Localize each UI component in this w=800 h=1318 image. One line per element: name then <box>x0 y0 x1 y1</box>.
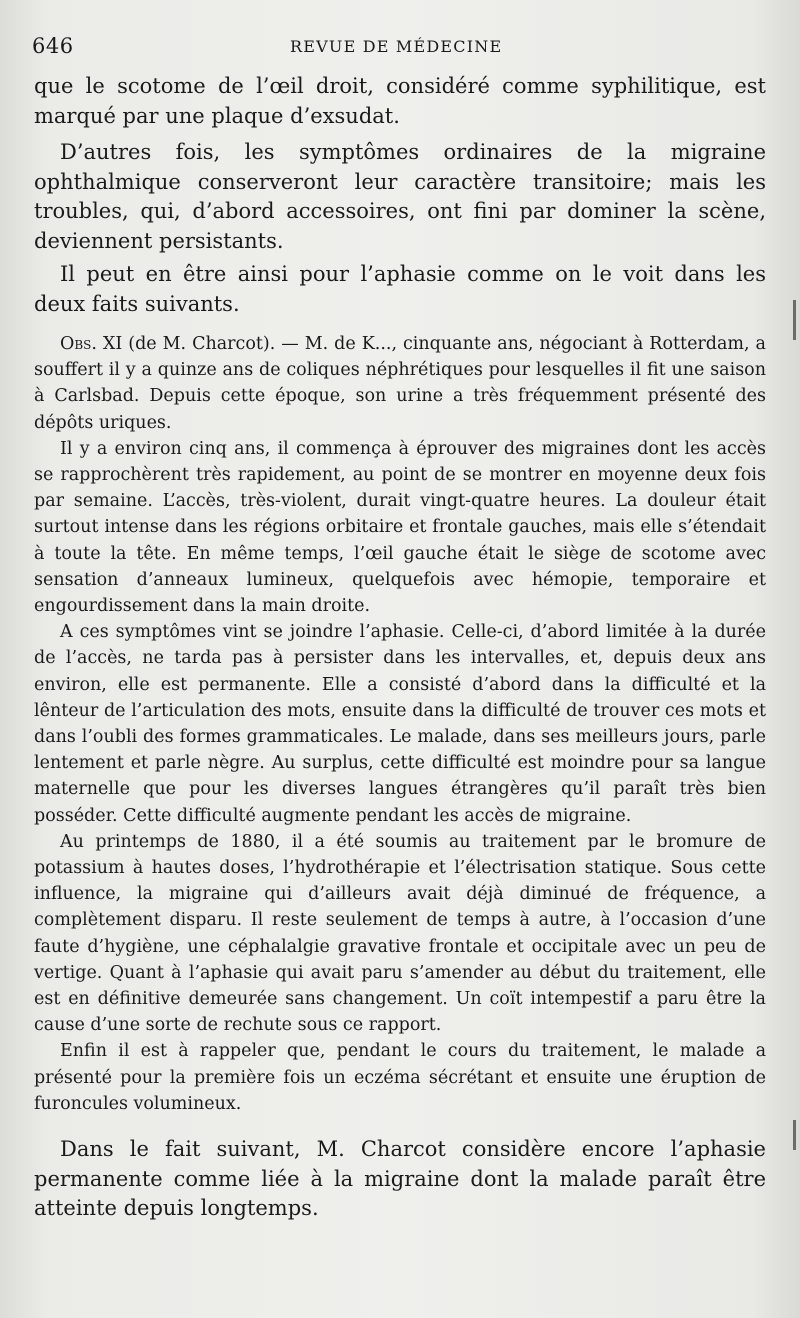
observation-label: Obs. XI <box>60 334 123 354</box>
paragraph-eczema: Enfin il est à rappeler que, pendant le cours du traitement, le malade a présenté pour la première fois un eczéma sécrétant et ensuite une éruption de furoncules volumineux. <box>34 1041 766 1114</box>
paragraph-treatment: Au printemps de 1880, il a été soumis au traitement par le bromure de potassium à hautes doses, l’hydrothérapie et l’électrisation statique. Sous cette influence, la migraine qui d’ailleurs avait déjà diminué de fréquence, a complètement disparu. Il reste seulement de temps à autre, à l’occasion d’une faute d’hygiène, une céphalalgie gravative frontale et occipitale avec un peu de vertige. Quant à l’aphasie qui avait paru s’amender au début du traitement, elle est en définitive demeurée sans changement. Un coït intempestif a paru être la cause d’une sorte de rechute sous ce rapport. <box>34 831 766 1036</box>
margin-mark <box>793 300 796 340</box>
margin-mark <box>793 1120 796 1150</box>
paragraph-continuation: que le scotome de l’œil droit, considéré comme syphilitique, est marqué par une plaque d’exsudat. <box>34 74 766 128</box>
page-header <box>32 34 762 60</box>
paragraph-migraine-symptoms: D’autres fois, les symptômes ordinaires de la migraine ophthalmique conserveront leur caractère transitoire; mais les troubles, qui, d’abord accessoires, ont fini par dominer la scène, deviennent persistants. <box>34 140 766 253</box>
paragraph-aphasia-course: A ces symptômes vint se joindre l’aphasie. Celle-ci, d’abord limitée à la durée de l’accès, ne tarda pas à persister dans les intervalles, et, depuis deux ans environ, elle est permanente. Elle a consisté d’abord dans la difficulté et la lênteur de l’articulation des mots, ensuite dans la difficulté de trouver ces mots et dans l’oubli des formes grammaticales. Le malade, dans ses meilleurs jours, parle lentement et parle nègre. Au surplus, cette difficulté est moindre pour sa langue maternelle que pour les diverses langues étrangères qu’il paraît très bien posséder. Cette difficulté augmente pendant les accès de migraine. <box>34 622 766 826</box>
paragraph-aphasie-intro: Il peut en être ainsi pour l’aphasie comme on le voit dans les deux faits suivants. <box>34 262 766 316</box>
paragraph-migraine-history: Il y a environ cinq ans, il commença à éprouver des migraines dont les accès se rapprochèrent très rapidement, au point de se montrer en moyenne deux fois par semaine. L’accès, très-violent, durait vingt-quatre heures. La douleur était surtout intense dans les régions orbitaire et frontale gauches, mais elle s’étendait à toute la tête. En même temps, l’œil gauche était le siège de scotome avec sensation d’anneaux lumineux, quelquefois avec hémopie, temporaire et engourdissement dans la main droite. <box>34 438 766 617</box>
body-text <box>34 72 766 1224</box>
observation-text: (de M. Charcot). — M. de K..., cinquante ans, négociant à Rotterdam, a souffert il y a quinze ans de coliques néphrétiques pour lesquelles il fit une saison à Carlsbad. Depuis cette époque, son urine a très fréquemment présenté des dépôts uriques. <box>34 334 766 433</box>
observation-xi <box>34 331 766 436</box>
paragraph-next-case: Dans le fait suivant, M. Charcot considère encore l’aphasie permanente comme liée à la migraine dont la malade paraît être atteinte depuis longtemps. <box>34 1137 766 1221</box>
running-title: REVUE DE MÉDECINE <box>290 37 503 56</box>
page-number: 646 <box>32 34 74 58</box>
